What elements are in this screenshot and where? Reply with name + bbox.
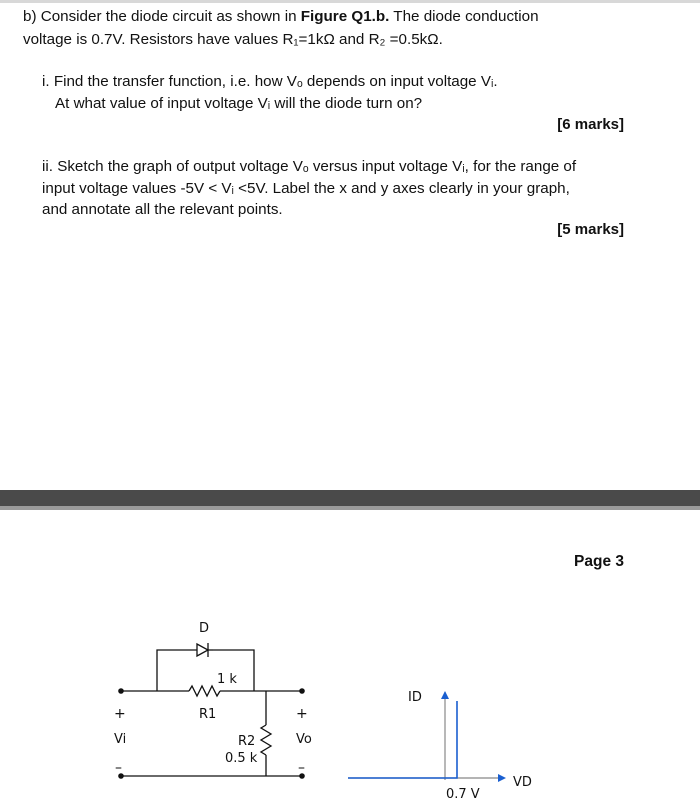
id-axis-label: ID (408, 690, 422, 705)
vi-label: Vi (114, 732, 127, 747)
id-axis-arrow (441, 691, 449, 699)
vo-plus-sign: + (296, 706, 308, 722)
part-i-line-1: i. Find the transfer function, i.e. how Vₒ depends on input voltage Vᵢ. (42, 73, 498, 90)
page-separator-shadow (0, 506, 700, 510)
vi-plus-sign: + (114, 706, 126, 722)
r2-resistor (261, 725, 271, 755)
diode-symbol (197, 643, 213, 657)
vd-axis-label: VD (513, 775, 532, 790)
iv-characteristic-graph (348, 690, 532, 802)
r1-label: R1 (199, 707, 217, 722)
r1-value: 1 k (217, 672, 237, 687)
figure-q1b (0, 600, 700, 807)
top-rule (0, 0, 700, 3)
page-number: Page 3 (574, 553, 624, 570)
part-i-marks: [6 marks] (557, 116, 624, 133)
r1-resistor (189, 686, 220, 696)
vo-minus-sign: – (298, 760, 305, 776)
vd-axis-arrow (498, 774, 506, 782)
vo-label: Vo (296, 732, 312, 747)
intro-line-2: voltage is 0.7V. Resistors have values R₁=1kΩ and R₂ =0.5kΩ. (23, 31, 443, 48)
diode-label: D (199, 621, 210, 636)
part-ii-line-1: ii. Sketch the graph of output voltage Vₒ versus input voltage Vᵢ, for the range of (42, 158, 577, 175)
r2-value: 0.5 k (225, 751, 258, 766)
r2-label: R2 (238, 734, 256, 749)
threshold-label: 0.7 V (446, 787, 480, 802)
vo-plus-terminal (299, 688, 305, 694)
part-i-line-2: At what value of input voltage Vᵢ will the diode turn on? (55, 95, 423, 112)
part-ii-line-3: and annotate all the relevant points. (42, 201, 283, 218)
vi-plus-terminal (118, 688, 124, 694)
vi-minus-sign: – (115, 760, 122, 776)
iv-curve (348, 701, 457, 778)
part-ii-marks: [5 marks] (557, 221, 624, 238)
intro-line-1: b) Consider the diode circuit as shown in Figure Q1.b. The diode conduction (23, 8, 539, 25)
part-ii-line-2: input voltage values -5V < Vᵢ <5V. Label the x and y axes clearly in your graph, (42, 180, 570, 197)
page-separator (0, 490, 700, 506)
